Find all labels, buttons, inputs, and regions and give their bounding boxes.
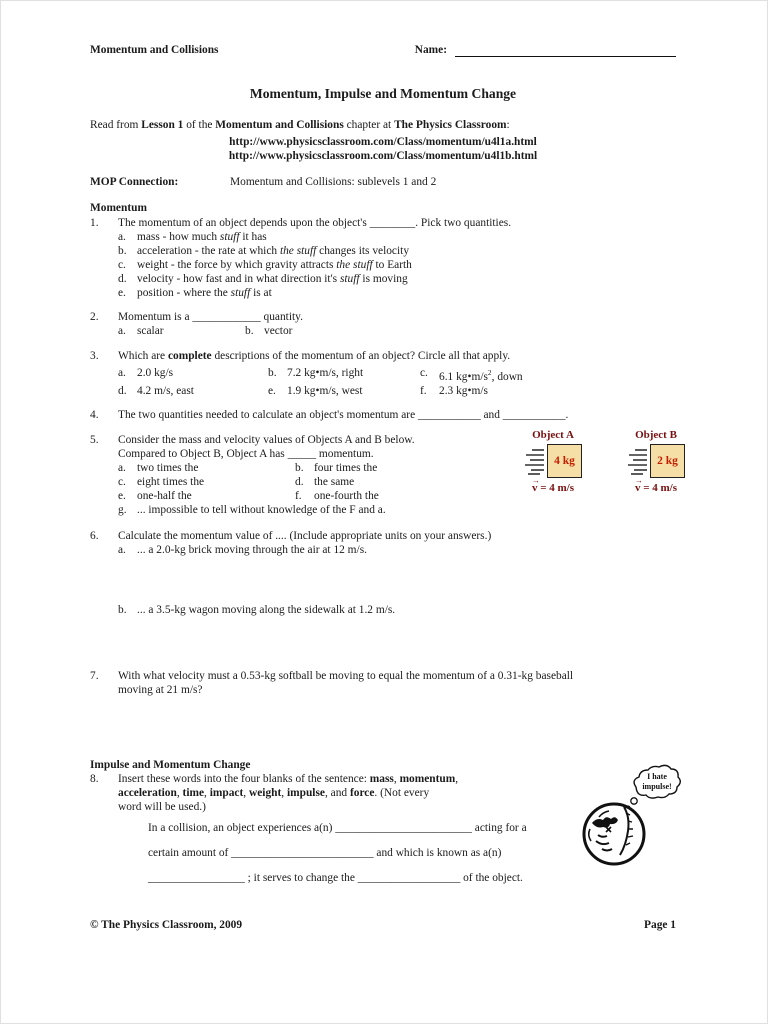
question-2-option-b: b. vector: [245, 325, 293, 337]
question-5-option-a: a. two times the: [118, 461, 199, 474]
question-4-text: The two quantities needed to calculate an object's momentum are ___________ and ___________.: [118, 408, 569, 421]
mop-text: Momentum and Collisions: sublevels 1 and 2: [230, 176, 437, 188]
question-8-text-line2: acceleration, time, impact, weight, impulse, and force. (Not every: [118, 786, 430, 799]
question-7-number: 7.: [90, 669, 99, 682]
page-title: Momentum, Impulse and Momentum Change: [249, 86, 517, 101]
question-1-option-a: a. mass - how much stuff it has: [118, 231, 267, 243]
answer-work-space: [118, 557, 676, 603]
lesson-urls: [90, 136, 676, 163]
question-3-options: [118, 366, 676, 398]
question-8-blank-sentence-3[interactable]: _________________ ; it serves to change the __________________ of the object.: [148, 871, 523, 884]
course-title: Momentum and Collisions: [90, 44, 219, 56]
question-8-text-line3: word will be used.): [118, 800, 206, 813]
question-6-text: Calculate the momentum value of .... (Include appropriate units on your answers.): [118, 529, 492, 542]
question-4-number: 4.: [90, 408, 99, 421]
section-heading-impulse: Impulse and Momentum Change: [90, 758, 251, 771]
question-5-option-f: f. one-fourth the: [295, 489, 379, 502]
mop-label: MOP Connection:: [90, 176, 179, 188]
bubble-text-line1: I hate: [647, 772, 667, 781]
object-a-label: Object A: [532, 429, 574, 441]
question-5-option-b: b. four times the: [295, 461, 378, 474]
question-8-blank-sentence-2[interactable]: certain amount of _________________________ and which is known as a(n): [148, 846, 502, 859]
page-header: [90, 43, 676, 57]
lesson-url-2[interactable]: http://www.physicsclassroom.com/Class/momentum/u4l1b.html: [228, 149, 538, 162]
question-3-text: Which are complete descriptions of the momentum of an object? Circle all that apply.: [118, 350, 511, 362]
question-2-options: [118, 324, 676, 338]
read-instruction: Read from Lesson 1 of the Momentum and Collisions chapter at The Physics Classroom:: [90, 119, 510, 131]
question-5-number: 5.: [90, 433, 99, 446]
question-6-option-b: b. ... a 3.5-kg wagon moving along the sidewalk at 1.2 m/s.: [118, 603, 396, 616]
page-number: Page 1: [644, 919, 676, 931]
object-b-velocity: → v = 4 m/s: [608, 481, 704, 495]
question-1-option-d: d. velocity - how fast and in what direction it's stuff is moving: [118, 273, 408, 285]
question-1-number: 1.: [90, 217, 99, 229]
question-2-text: Momentum is a ____________ quantity.: [118, 311, 303, 323]
question-6: [90, 529, 676, 617]
question-5-option-g: g. ... impossible to tell without knowledge of the F and a.: [118, 503, 386, 516]
question-5-option-e: e. one-half the: [118, 489, 192, 502]
question-3-option-b: b. 7.2 kg•m/s, right: [268, 367, 364, 379]
lesson-url-1[interactable]: http://www.physicsclassroom.com/Class/momentum/u4l1a.html: [229, 136, 537, 148]
name-field-area: [415, 43, 676, 57]
question-3-number: 3.: [90, 350, 99, 362]
bubble-text-line2: impulse!: [642, 782, 672, 791]
motion-lines-icon: [524, 446, 546, 476]
name-label: Name:: [414, 44, 447, 56]
object-a-velocity: → v = 4 m/s: [505, 481, 601, 495]
velocity-vector-symbol: → v: [635, 481, 641, 495]
question-3-option-d: d. 4.2 m/s, east: [118, 384, 194, 397]
velocity-vector-symbol: → v: [532, 481, 538, 495]
question-1: [90, 216, 676, 300]
scuffed-ball-icon: [576, 763, 688, 868]
section-heading-momentum: Momentum: [90, 202, 147, 214]
question-5-text-line2: Compared to Object B, Object A has _____ momentum.: [118, 447, 374, 460]
question-6-number: 6.: [90, 529, 99, 542]
question-7-text-line2: moving at 21 m/s?: [118, 683, 203, 696]
name-blank-line[interactable]: [455, 44, 676, 57]
page-footer: [90, 918, 676, 932]
question-8-number: 8.: [90, 772, 99, 785]
object-b-mass-box: 2 kg: [650, 444, 685, 478]
question-3-option-a: a. 2.0 kg/s: [118, 367, 174, 379]
question-7-text-line1: With what velocity must a 0.53-kg softball be moving to equal the momentum of a 0.31-kg baseball: [118, 669, 574, 682]
object-a-mass-box: 4 kg: [547, 444, 582, 478]
question-3-option-f: f. 2.3 kg•m/s: [420, 384, 488, 397]
object-b-label: Object B: [635, 429, 677, 441]
question-2-option-a: a. scalar: [118, 325, 164, 337]
question-2: [90, 310, 676, 338]
question-8-blank-sentence-1[interactable]: In a collision, an object experiences a(n) ________________________ acting for a: [148, 821, 527, 834]
question-6-option-a: a. ... a 2.0-kg brick moving through the air at 12 m/s.: [118, 543, 367, 556]
question-1-option-e: e. position - where the stuff is at: [118, 287, 272, 299]
question-1-option-b: b. acceleration - the rate at which the stuff changes its velocity: [118, 245, 410, 257]
object-b-figure: [608, 428, 704, 495]
object-a-figure: [505, 428, 601, 495]
question-2-number: 2.: [90, 311, 99, 323]
question-5-option-c: c. eight times the: [118, 475, 205, 488]
question-5-option-d: d. the same: [295, 475, 355, 488]
question-4: [90, 408, 676, 422]
question-3: [90, 349, 676, 398]
question-3-option-c: c. 6.1 $kg•m/s^2$, down: [420, 367, 523, 383]
question-7: [90, 669, 676, 697]
question-3-option-e: e. 1.9 kg•m/s, west: [268, 384, 363, 397]
motion-lines-icon: [627, 446, 649, 476]
question-8-text-line1: Insert these words into the four blanks of the sentence: mass, momentum,: [118, 772, 459, 785]
mop-connection: [90, 175, 676, 189]
question-5-text-line1: Consider the mass and velocity values of Objects A and B below.: [118, 433, 415, 446]
ball-cartoon: [576, 763, 688, 872]
question-1-text: The momentum of an object depends upon the object's ________. Pick two quantities.: [118, 217, 512, 229]
copyright-text: © The Physics Classroom, 2009: [90, 919, 243, 931]
question-1-option-c: c. weight - the force by which gravity attracts the stuff to Earth: [118, 259, 412, 271]
